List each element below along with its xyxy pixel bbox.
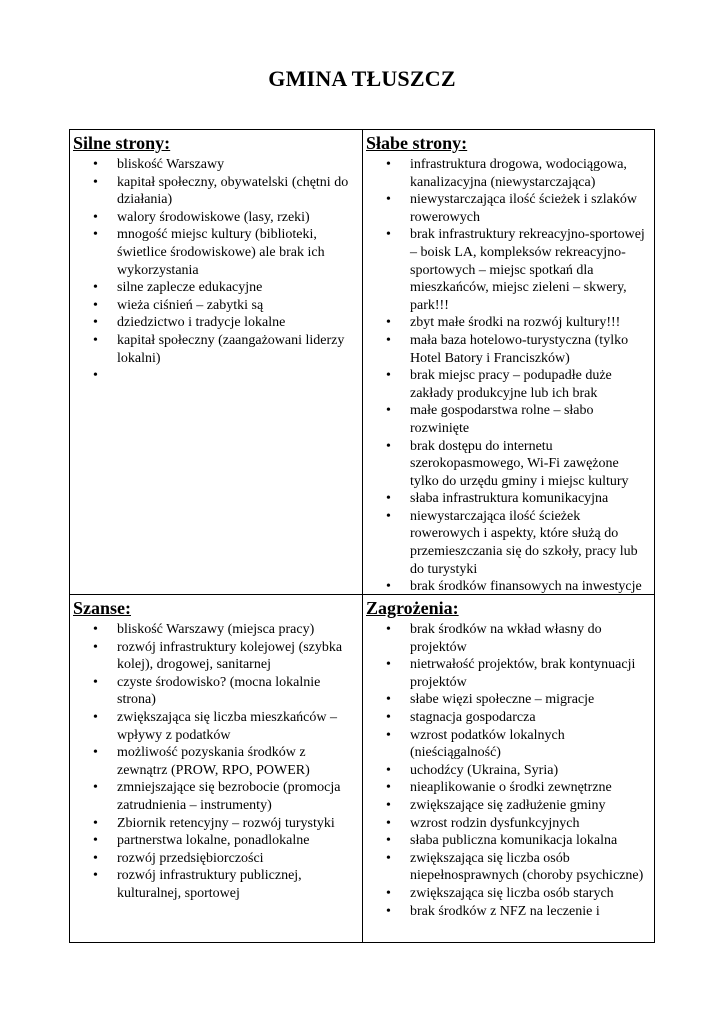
weaknesses-heading: Słabe strony: <box>366 133 468 153</box>
list-item: • mała baza hotelowo-turystyczna (tylko Hotel Batory i Franciszków) <box>366 332 652 367</box>
strengths-list <box>73 156 360 385</box>
strengths-cell <box>70 130 363 595</box>
list-item: • brak środków z NFZ na leczenie i <box>366 903 652 921</box>
list-item: • słabe więzi społeczne – migracje <box>366 691 652 709</box>
strengths-heading: Silne strony: <box>73 133 171 153</box>
list-item: • małe gospodarstwa rolne – słabo rozwinięte <box>366 402 652 437</box>
list-item: • wzrost rodzin dysfunkcyjnych <box>366 815 652 833</box>
list-item: • słaba infrastruktura komunikacyjna <box>366 490 652 508</box>
list-item: • nietrwałość projektów, brak kontynuacji projektów <box>366 656 652 691</box>
list-item: • słaba publiczna komunikacja lokalna <box>366 832 652 850</box>
threats-cell <box>363 595 654 942</box>
list-item: • rozwój infrastruktury kolejowej (szybka kolej), drogowej, sanitarnej <box>73 639 360 674</box>
list-item: • kapitał społeczny (zaangażowani liderzy lokalni) <box>73 332 360 367</box>
list-item: • silne zaplecze edukacyjne <box>73 279 360 297</box>
opportunities-list <box>73 621 360 903</box>
list-item: • niewystarczająca ilość ścieżek i szlaków rowerowych <box>366 191 652 226</box>
list-item: • zmniejszające się bezrobocie (promocja zatrudnienia – instrumenty) <box>73 779 360 814</box>
list-item: • czyste środowisko? (mocna lokalnie strona) <box>73 674 360 709</box>
list-item: • wieża ciśnień – zabytki są <box>73 297 360 315</box>
list-item: • brak środków na wkład własny do projektów <box>366 621 652 656</box>
list-item: • zwiększające się zadłużenie gminy <box>366 797 652 815</box>
opportunities-cell <box>70 595 363 942</box>
list-item: • zbyt małe środki na rozwój kultury!!! <box>366 314 652 332</box>
list-item: • walory środowiskowe (lasy, rzeki) <box>73 209 360 227</box>
list-item: • bliskość Warszawy (miejsca pracy) <box>73 621 360 639</box>
list-item: • zwiększająca się liczba osób starych <box>366 885 652 903</box>
list-item: • dziedzictwo i tradycje lokalne <box>73 314 360 332</box>
list-item <box>73 367 360 385</box>
list-item: • brak środków finansowych na inwestycje <box>366 578 652 595</box>
weaknesses-list <box>366 156 652 595</box>
document-title: GMINA TŁUSZCZ <box>268 66 456 91</box>
list-item: • niewystarczająca ilość ścieżek rowerowych i aspekty, które służą do przemieszczania się do szkoły, pracy lub do turystyki <box>366 508 652 578</box>
list-item: • możliwość pozyskania środków z zewnątrz (PROW, RPO, POWER) <box>73 744 360 779</box>
threats-heading: Zagrożenia: <box>366 598 459 618</box>
list-item: • rozwój przedsiębiorczości <box>73 850 360 868</box>
list-item: • infrastruktura drogowa, wodociągowa, kanalizacyjna (niewystarczająca) <box>366 156 652 191</box>
list-item: • wzrost podatków lokalnych (nieściągalność) <box>366 727 652 762</box>
threats-list <box>366 621 652 920</box>
list-item: • stagnacja gospodarcza <box>366 709 652 727</box>
list-item: • brak dostępu do internetu szerokopasmowego, Wi-Fi zawężone tylko do urzędu gminy i miejsc kultury <box>366 438 652 491</box>
list-item: • brak miejsc pracy – podupadłe duże zakłady produkcyjne lub ich brak <box>366 367 652 402</box>
weaknesses-cell <box>363 130 654 595</box>
list-item: • zwiększająca się liczba mieszkańców – wpływy z podatków <box>73 709 360 744</box>
list-item: • partnerstwa lokalne, ponadlokalne <box>73 832 360 850</box>
list-item: • nieaplikowanie o środki zewnętrzne <box>366 779 652 797</box>
list-item: • kapitał społeczny, obywatelski (chętni do działania) <box>73 174 360 209</box>
list-item: • bliskość Warszawy <box>73 156 360 174</box>
list-item: • rozwój infrastruktury publicznej, kulturalnej, sportowej <box>73 867 360 902</box>
opportunities-heading: Szanse: <box>73 598 131 618</box>
list-item: • uchodźcy (Ukraina, Syria) <box>366 762 652 780</box>
list-item: • mnogość miejsc kultury (biblioteki, świetlice środowiskowe) ale brak ich wykorzystania <box>73 226 360 279</box>
list-item: • zwiększająca się liczba osób niepełnosprawnych (choroby psychiczne) <box>366 850 652 885</box>
swot-table <box>69 129 655 943</box>
list-item: • Zbiornik retencyjny – rozwój turystyki <box>73 815 360 833</box>
list-item: • brak infrastruktury rekreacyjno-sportowej – boisk LA, kompleksów rekreacyjno-sportowych – miejsc spotkań dla mieszkańców, miejsc zieleni – skwery, park!!! <box>366 226 652 314</box>
